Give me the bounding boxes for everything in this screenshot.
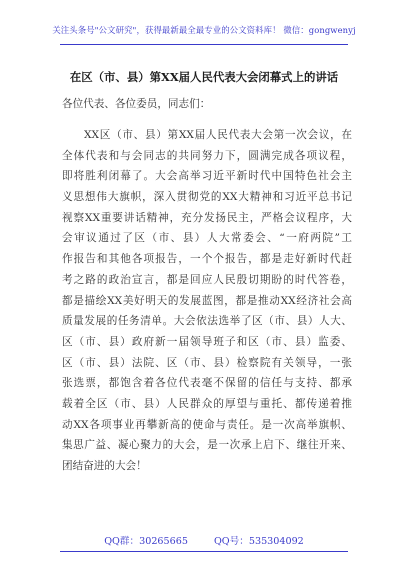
footer-qq-number: QQ号：535304092 [213,536,304,547]
body-line: 全体代表和与会同志的共同努力下，圆满完成各项议程， [62,149,352,162]
header-divider [60,44,348,45]
body-line: 区（市、县）法院、区（市、县）检察院有关领导，一张 [62,356,352,369]
body-line: 考之路的政治宣言，都是回应人民殷切期盼的时代答卷， [62,273,352,286]
body-line: 义思想伟大旗帜，深入贯彻党的XX大精神和习近平总书记 [62,191,352,204]
body-line: 即将胜利闭幕了。大会高举习近平新时代中国特色社会主 [62,170,352,183]
body-line: 团结奋进的大会！ [62,460,147,472]
document-title: 在区（市、县）第XX届人民代表大会闭幕式上的讲话 [69,70,339,84]
body-line: 集思广益、凝心聚力的大会，是一次承上启下、继往开来、 [62,439,352,452]
footer-qq-group: QQ群：30265665 [104,536,188,547]
body-line: 作报告和其他各项报告，一个个报告，都是走好新时代赶 [62,253,352,266]
header-banner: 关注头条号"公文研究"，获得最新最全最专业的公文资料库！ 微信：gongwenyj [52,25,356,35]
body-line: 动XX各项事业再攀新高的使命与责任。是一次高举旗帜、 [62,418,352,431]
document-body [62,125,352,477]
body-line: 载着全区（市、县）人民群众的厚望与重托、都传递着推 [62,397,352,410]
body-line: 张选票，都饱含着各位代表毫不保留的信任与支持、都承 [62,377,352,390]
body-line: 都是描绘XX美好明天的发展蓝图，都是推动XX经济社会高 [62,294,352,307]
body-line: 质量发展的任务清单。大会依法选举了区（市、县）人大、 [62,315,352,328]
footer-divider [60,551,348,552]
salutation: 各位代表、各位委员，同志们： [62,98,211,110]
body-line: 会审议通过了区（市、县）人大常委会、“一府两院”工 [62,232,352,245]
body-line: XX区（市、县）第XX届人民代表大会第一次会议，在 [84,129,352,141]
body-line: 区（市、县）政府新一届领导班子和区（市、县）监委、 [62,335,352,348]
body-line: 视察XX重要讲话精神，充分发扬民主，严格会议程序，大 [62,211,352,224]
footer-contact [0,533,408,547]
